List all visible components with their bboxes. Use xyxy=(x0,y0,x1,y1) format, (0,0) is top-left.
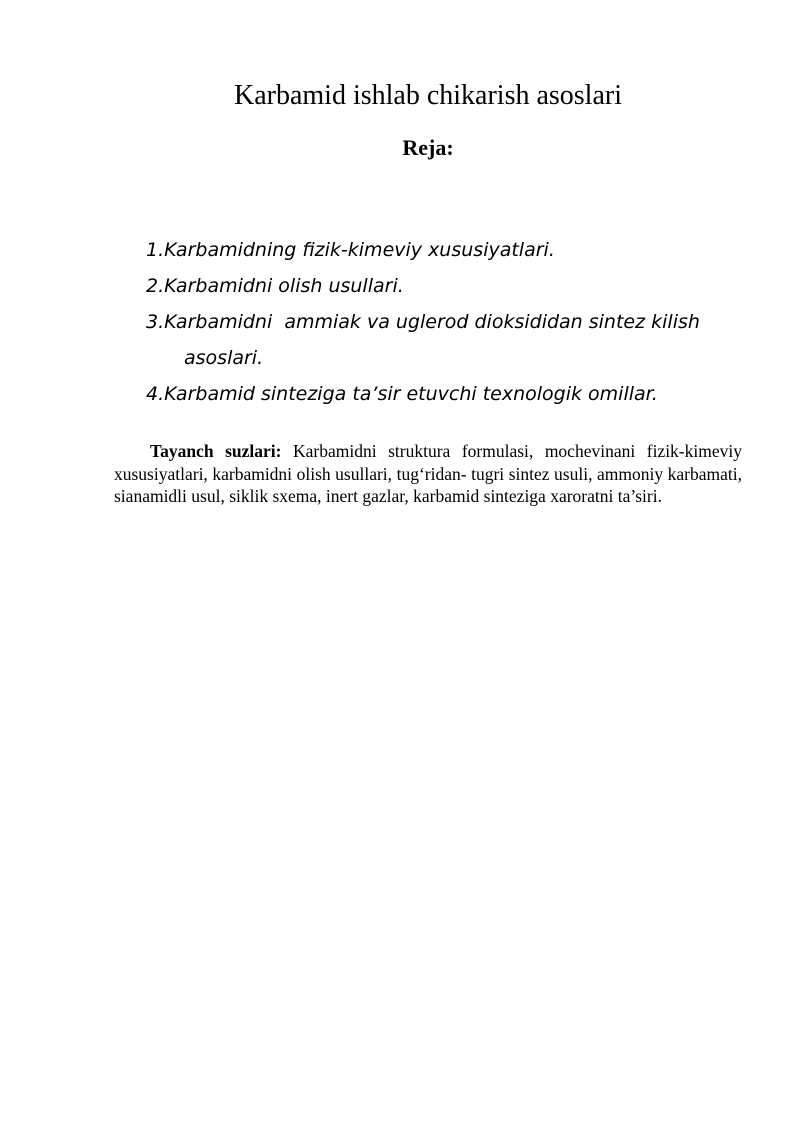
document-title: Karbamid ishlab chikarish asoslari xyxy=(233,80,622,111)
plan-item-number: 4. xyxy=(146,383,165,405)
keywords-paragraph xyxy=(114,440,742,508)
plan-item-text: Karbamidni ammiak va uglerod dioksididan sintez kilish xyxy=(164,311,700,333)
plan-item-text: Karbamid sinteziga ta’sir etuvchi texnologik omillar. xyxy=(164,383,658,405)
plan-item-4 xyxy=(146,376,766,412)
plan-item-number: 1. xyxy=(146,239,165,261)
plan-heading: Reja: xyxy=(402,135,454,160)
plan-item-1 xyxy=(146,232,766,268)
keywords-label: Tayanch suzlari: xyxy=(150,441,282,461)
plan-item-number: 2. xyxy=(146,275,165,297)
plan-list xyxy=(146,232,766,412)
keywords-text: Karbamidni struktura formulasi, mochevinani fizik-kimeviy xususiyatlari, karbamidni olish usullari, tug‘ridan- tugri sintez usuli, ammoniy karbamati, sianamidli usul, siklik sxema, inert gazlar, karbamid sinteziga xaroratni ta’siri. xyxy=(114,441,742,506)
plan-item-continuation: asoslari. xyxy=(184,347,264,369)
plan-item-number: 3. xyxy=(146,311,165,333)
plan-item-3 xyxy=(146,304,766,376)
plan-item-text: Karbamidning fizik-kimeviy xususiyatlari. xyxy=(164,239,555,261)
plan-item-2 xyxy=(146,268,766,304)
plan-item-text: Karbamidni olish usullari. xyxy=(164,275,404,297)
